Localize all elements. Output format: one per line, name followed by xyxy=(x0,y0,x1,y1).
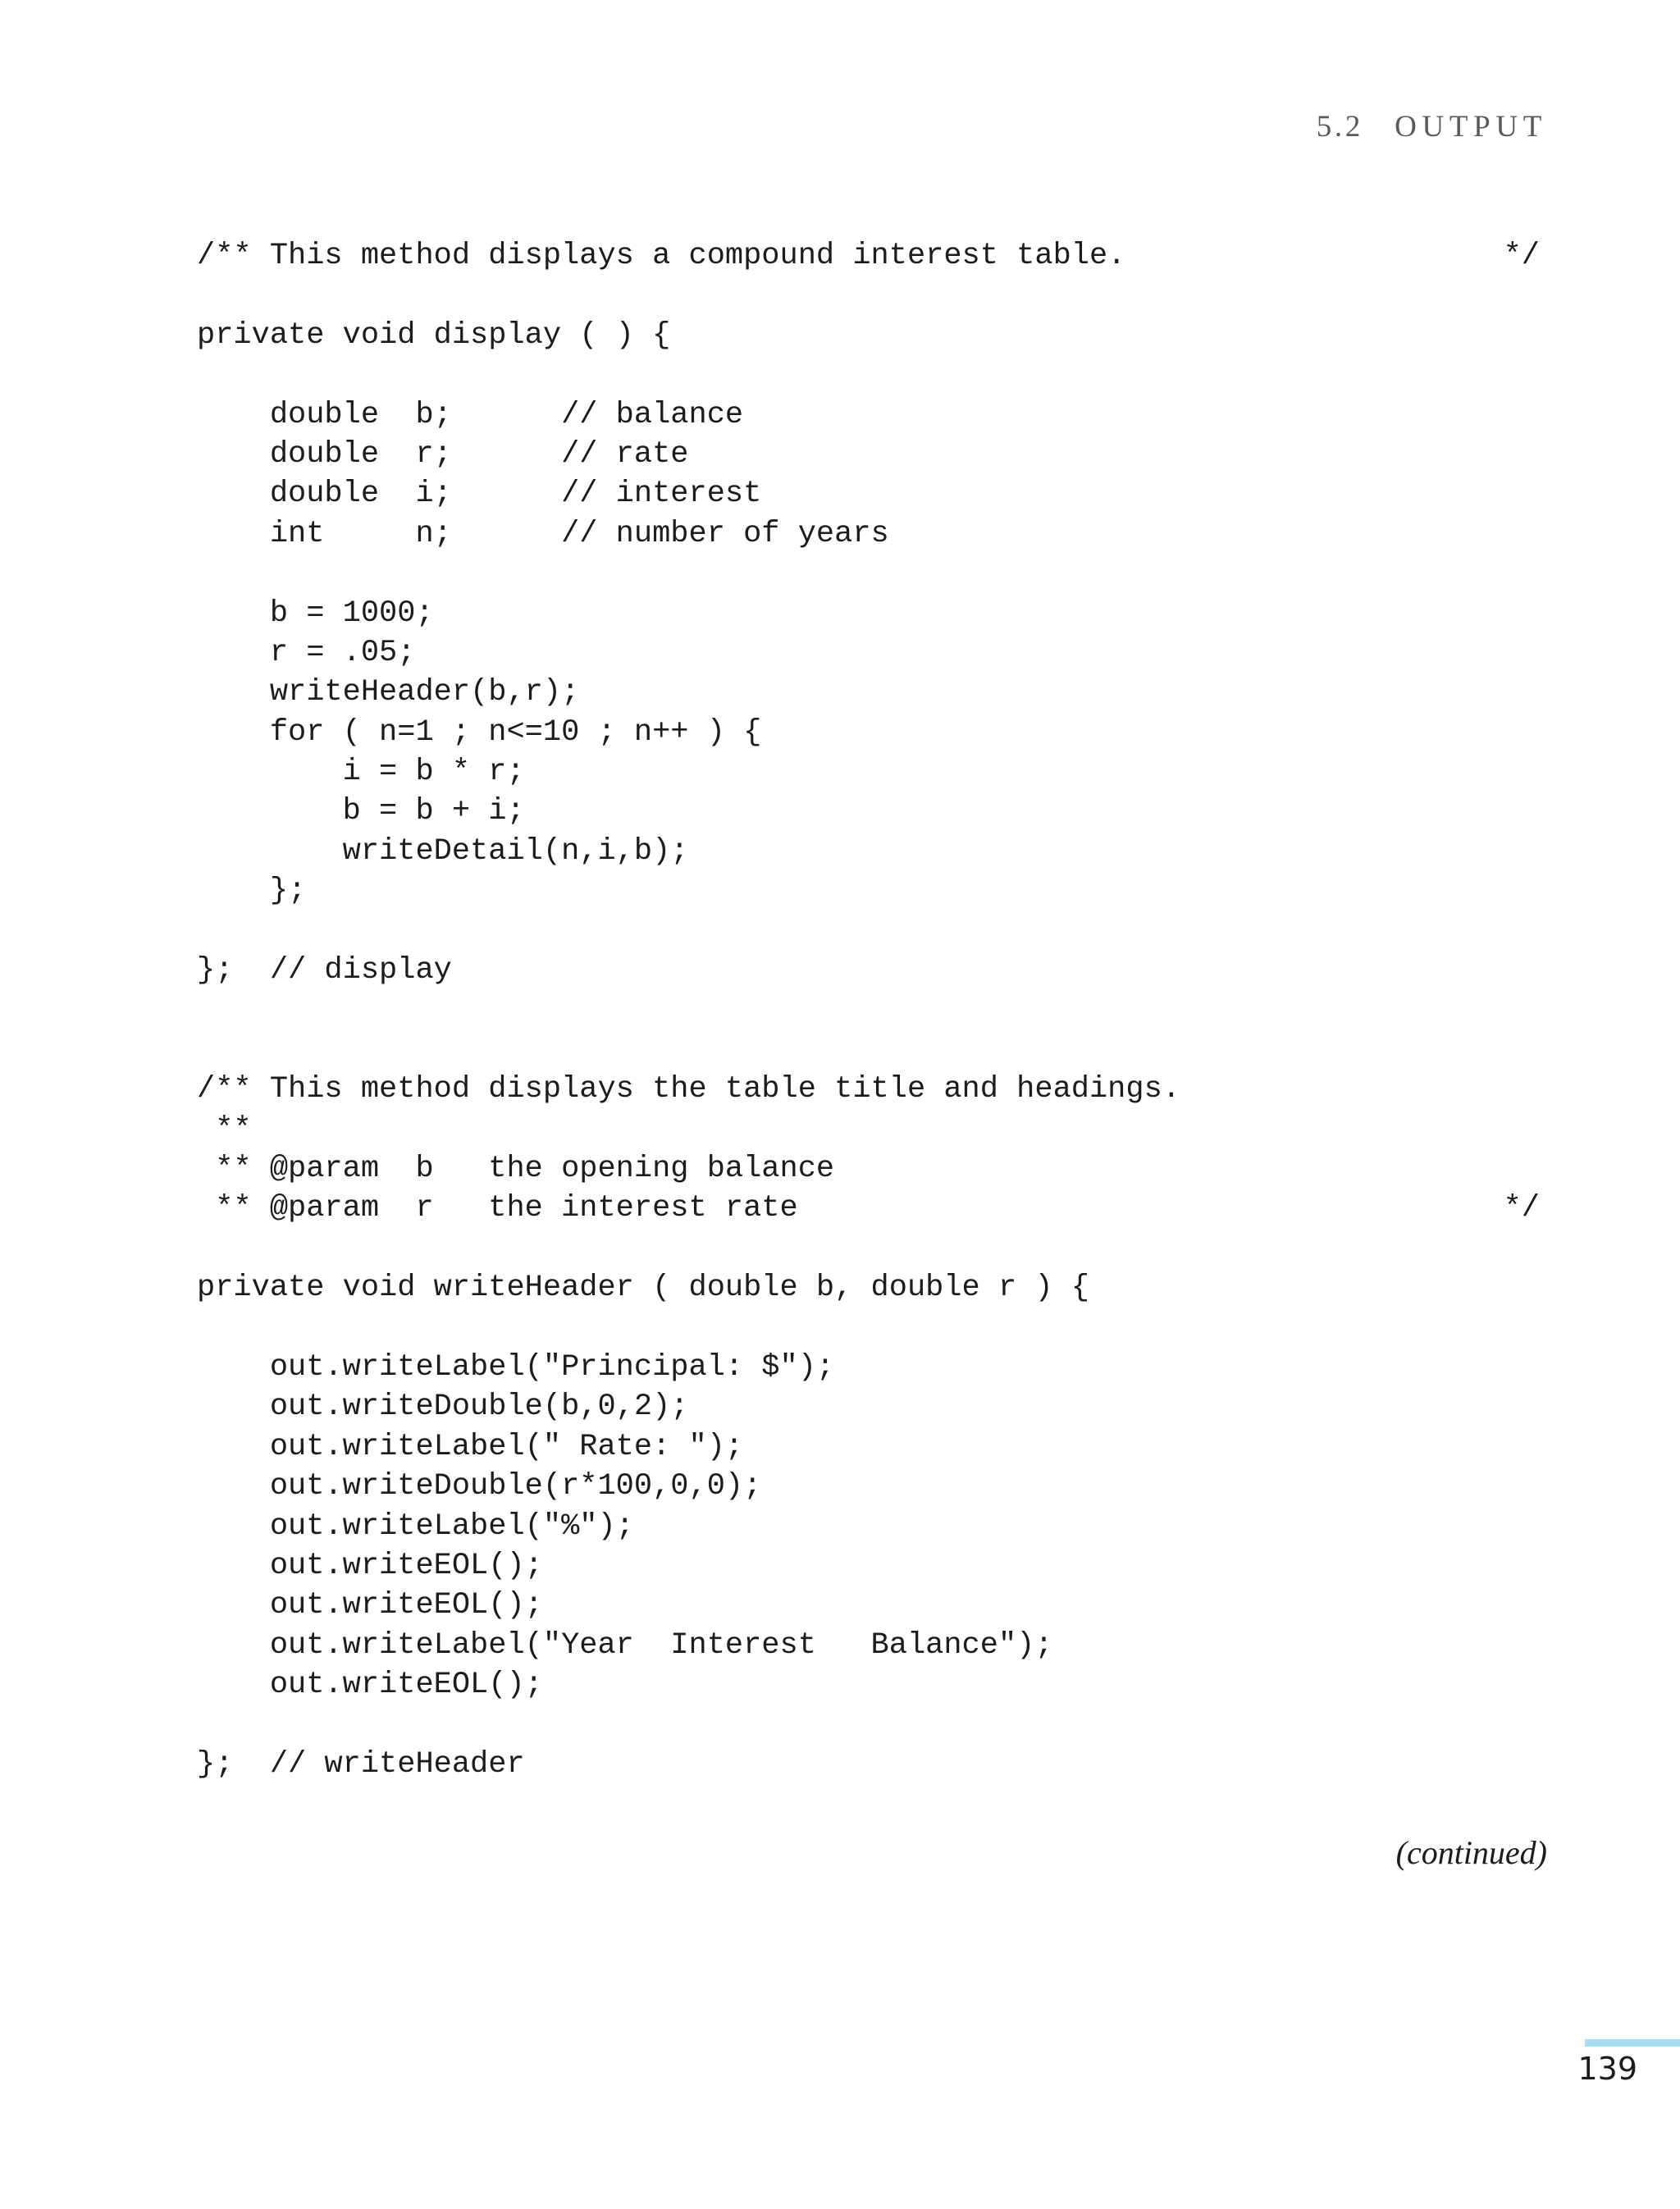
page-number: 139 xyxy=(1577,2051,1637,2087)
code-line-text: }; xyxy=(197,874,307,909)
code-line-text: out.writeDouble(r*100,0,0); xyxy=(197,1469,762,1504)
code-line-text: out.writeLabel(" Rate: "); xyxy=(197,1429,744,1464)
code-line xyxy=(197,1626,1546,1665)
code-line xyxy=(197,792,1546,831)
code-line xyxy=(197,1149,1546,1189)
code-line xyxy=(197,1229,1546,1268)
code-line xyxy=(197,633,1546,673)
code-line xyxy=(197,1586,1546,1625)
code-line-text: out.writeLabel("Principal: $"); xyxy=(197,1349,835,1385)
code-line xyxy=(197,990,1546,1029)
code-line xyxy=(197,1030,1546,1070)
code-line xyxy=(197,316,1546,355)
comment-close: */ xyxy=(1503,239,1540,273)
code-line-text: ** xyxy=(197,1111,252,1147)
code-line xyxy=(197,1546,1546,1586)
code-line xyxy=(197,474,1546,513)
code-line-text: writeHeader(b,r); xyxy=(197,675,580,710)
code-line xyxy=(197,673,1546,712)
code-line xyxy=(197,355,1546,395)
comment-close: */ xyxy=(1503,1191,1540,1226)
continued-note: (continued) xyxy=(1395,1834,1547,1871)
code-line xyxy=(197,435,1546,474)
code-line-text: double r; // rate xyxy=(197,436,689,472)
code-line xyxy=(197,395,1546,435)
code-line-text: private void writeHeader ( double b, double r ) { xyxy=(197,1271,1089,1306)
code-line-text: out.writeLabel("%"); xyxy=(197,1508,634,1544)
code-line xyxy=(197,871,1546,911)
code-line-text: double b; // balance xyxy=(197,397,744,432)
page-number-rule xyxy=(1585,2039,1680,2047)
code-line-text: /** This method displays the table title and headings. xyxy=(197,1072,1180,1107)
code-line-text: }; // display xyxy=(197,953,452,988)
code-line xyxy=(197,1665,1546,1705)
code-line-text: }; // writeHeader xyxy=(197,1746,525,1782)
code-line xyxy=(197,1467,1546,1506)
code-line xyxy=(197,832,1546,871)
code-line-text: i = b * r; xyxy=(197,755,525,790)
code-line-text: ** @param b the opening balance xyxy=(197,1151,835,1186)
code-line xyxy=(197,713,1546,752)
running-head xyxy=(1317,109,1547,144)
code-line xyxy=(197,1387,1546,1426)
code-line xyxy=(197,1507,1546,1546)
code-line xyxy=(197,276,1546,315)
code-line-text: writeDetail(n,i,b); xyxy=(197,833,689,869)
code-line xyxy=(197,1705,1546,1744)
code-line xyxy=(197,554,1546,593)
code-line xyxy=(197,1348,1546,1387)
code-line xyxy=(197,236,1546,276)
code-line xyxy=(197,1268,1546,1308)
code-line xyxy=(197,1427,1546,1467)
code-line-text: for ( n=1 ; n<=10 ; n++ ) { xyxy=(197,714,762,750)
code-line xyxy=(197,911,1546,951)
code-listing xyxy=(197,236,1546,1784)
code-line xyxy=(197,1308,1546,1348)
section-title: OUTPUT xyxy=(1395,110,1547,144)
code-line-text: out.writeEOL(); xyxy=(197,1588,543,1623)
code-line xyxy=(197,1189,1546,1228)
code-line-text: private void display ( ) { xyxy=(197,317,671,353)
code-line-text: out.writeDouble(b,0,2); xyxy=(197,1390,689,1425)
code-line xyxy=(197,951,1546,990)
code-line xyxy=(197,752,1546,792)
code-line-text: r = .05; xyxy=(197,635,416,670)
code-line-text: double i; // interest xyxy=(197,477,762,512)
code-line xyxy=(197,1070,1546,1109)
code-line-text: int n; // number of years xyxy=(197,516,889,551)
code-line-text: b = 1000; xyxy=(197,596,434,631)
code-line-text: ** @param r the interest rate xyxy=(197,1191,798,1226)
code-line-text: b = b + i; xyxy=(197,794,525,829)
code-line-text: out.writeEOL(); xyxy=(197,1668,543,1703)
code-line-text: out.writeEOL(); xyxy=(197,1548,543,1583)
code-line xyxy=(197,1110,1546,1149)
code-line xyxy=(197,1745,1546,1784)
code-line-text: /** This method displays a compound interest table. xyxy=(197,239,1126,273)
code-line xyxy=(197,594,1546,633)
code-line-text: out.writeLabel("Year Interest Balance"); xyxy=(197,1627,1053,1663)
section-number: 5.2 xyxy=(1316,110,1364,144)
code-line xyxy=(197,514,1546,554)
